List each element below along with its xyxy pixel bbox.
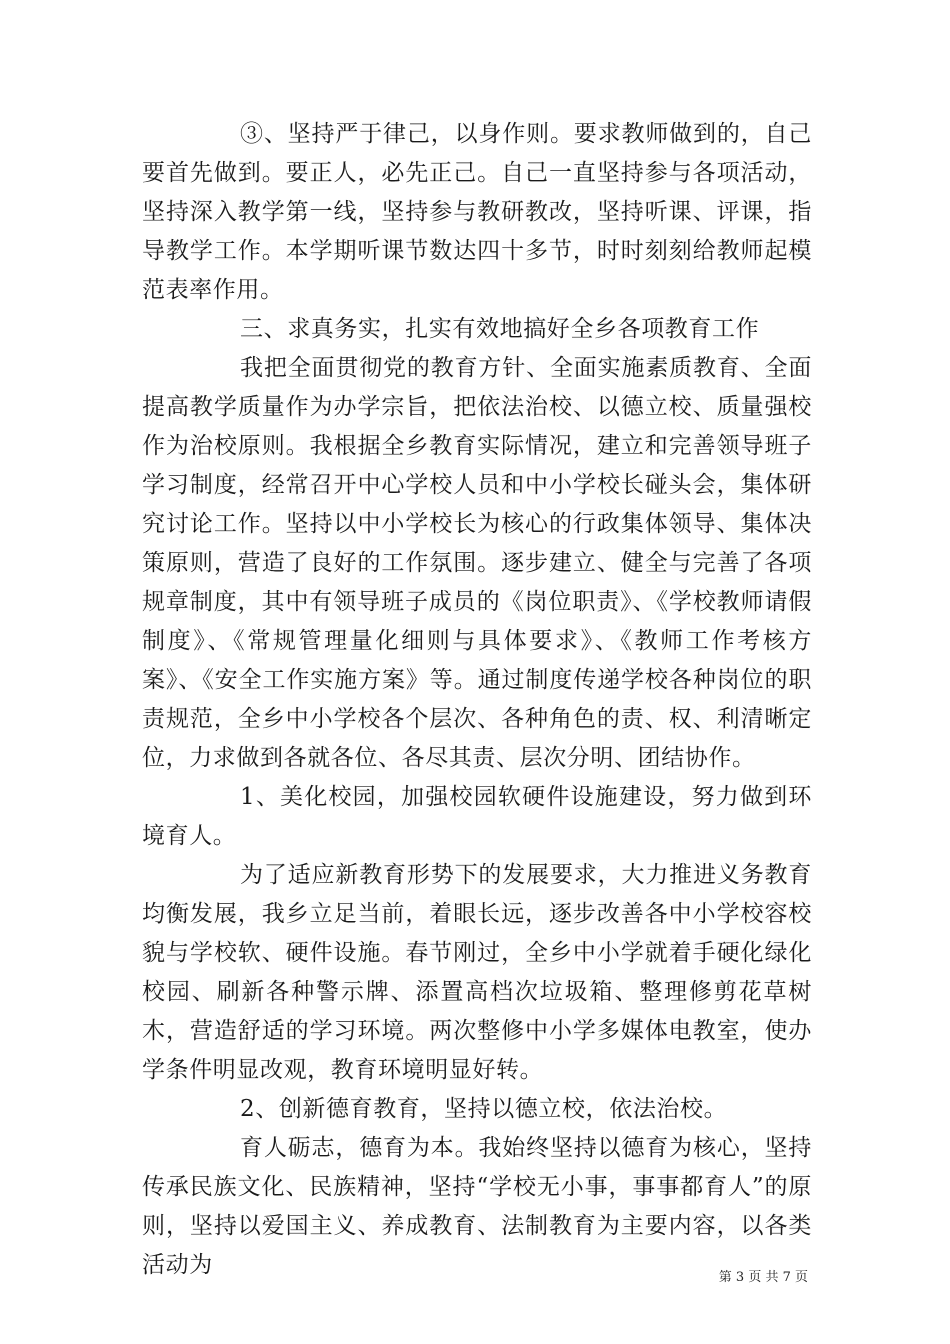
section-heading-3: 三、求真务实，扎实有效地搞好全乡各项教育工作 (240, 316, 760, 342)
paragraph-3: 为了适应新教育形势下的发展要求，大力推进义务教育均衡发展，我乡立足当前，着眼长远，逐步改善各中小学校容校貌与学校软、硬件设施。春节刚过，全乡中小学就着手硬化绿化校园、刷新各种警示牌、添置高档次垃圾箱、整理修剪花草树木，营造舒适的学习环境。两次整修中小学多媒体电教室，使办学条件明显改观，教育环境明显好转。 (142, 862, 812, 1083)
document-body (142, 115, 812, 1285)
paragraph-2: 我把全面贯彻党的教育方针、全面实施素质教育、全面提高教学质量作为办学宗旨，把依法治校、以德立校、质量强校作为治校原则。我根据全乡教育实际情况，建立和完善领导班子学习制度，经常召开中心学校人员和中小学校长碰头会，集体研究讨论工作。坚持以中小学校长为核心的行政集体领导、集体决策原则，营造了良好的工作氛围。逐步建立、健全与完善了各项规章制度，其中有领导班子成员的《岗位职责》、《学校教师请假制度》、《常规管理量化细则与具体要求》、《教师工作考核方案》、《安全工作实施方案》等。通过制度传递学校各种岗位的职责规范，全乡中小学校各个层次、各种角色的责、权、利清晰定位，力求做到各就各位、各尽其责、层次分明、团结协作。 (142, 355, 812, 771)
page-number-footer: 第 3 页 共 7 页 (718, 1270, 808, 1285)
subheading-1: 1、美化校园，加强校园软硬件设施建设，努力做到环境育人。 (142, 784, 812, 849)
subheading-2: 2、创新德育教育，坚持以德立校，依法治校。 (240, 1096, 728, 1122)
paragraph-4: 育人砺志，德育为本。我始终坚持以德育为核心，坚持传承民族文化、民族精神，坚持“学校无小事，事事都育人”的原则，坚持以爱国主义、养成教育、法制教育为主要内容，以各类活动为 (142, 1135, 812, 1278)
paragraph-1: ③、坚持严于律己，以身作则。要求教师做到的，自己要首先做到。要正人，必先正己。自己一直坚持参与各项活动，坚持深入教学第一线，坚持参与教研教改，坚持听课、评课，指导教学工作。本学期听课节数达四十多节，时时刻刻给教师起模范表率作用。 (142, 121, 812, 303)
